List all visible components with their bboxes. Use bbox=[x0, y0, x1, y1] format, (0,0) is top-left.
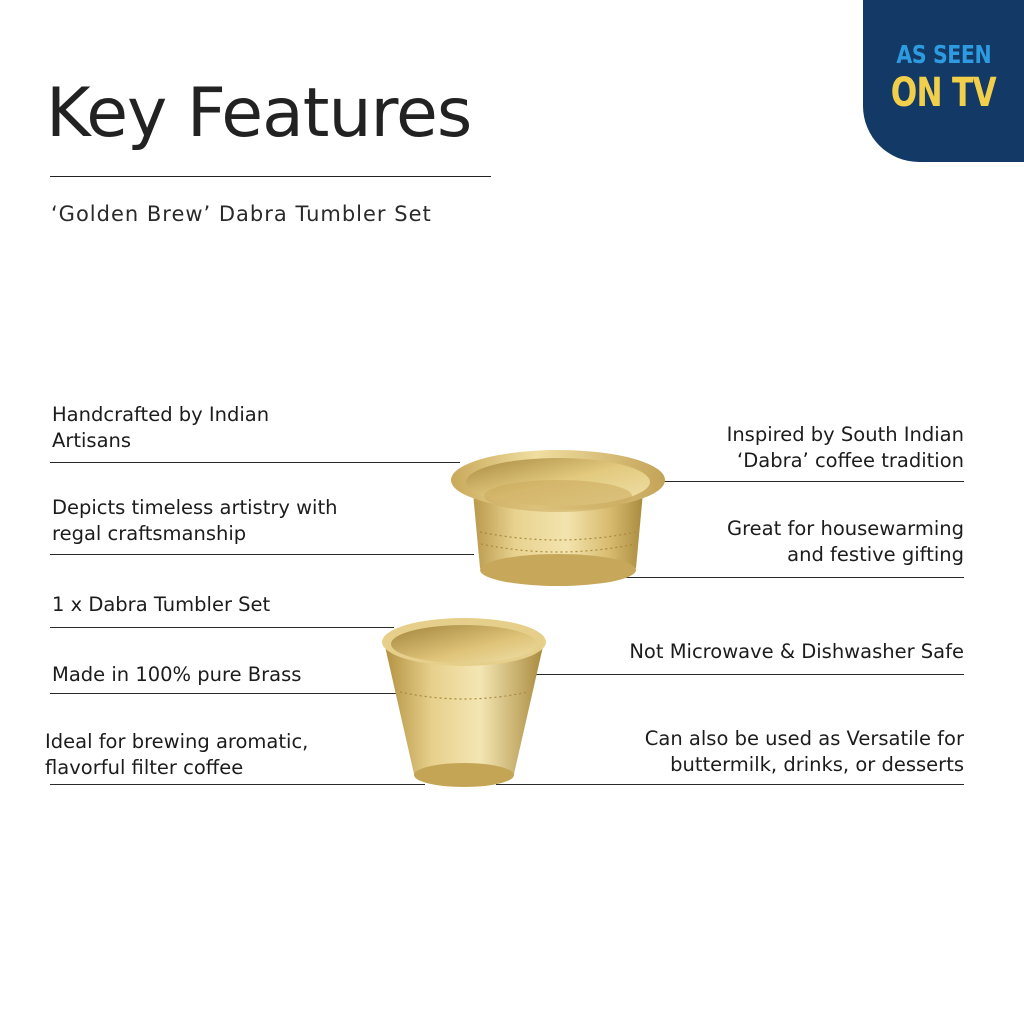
feature-divider bbox=[50, 693, 404, 694]
feature-versatile bbox=[645, 726, 964, 778]
feature-text: buttermilk, drinks, or desserts bbox=[670, 753, 964, 776]
feature-divider bbox=[662, 481, 964, 482]
feature-text: flavorful filter coffee bbox=[45, 756, 244, 779]
badge-line-2: ON TV bbox=[890, 69, 997, 116]
feature-text: Not Microwave & Dishwasher Safe bbox=[629, 640, 964, 663]
as-seen-on-tv-badge bbox=[863, 0, 1024, 162]
feature-text: Handcrafted by Indian bbox=[52, 403, 270, 426]
feature-not-microwave-safe bbox=[629, 639, 964, 665]
feature-divider bbox=[50, 462, 460, 463]
feature-text: Artisans bbox=[52, 429, 132, 452]
feature-text: ‘Dabra’ coffee tradition bbox=[737, 449, 964, 472]
feature-text: 1 x Dabra Tumbler Set bbox=[52, 593, 271, 616]
feature-text: Ideal for brewing aromatic, bbox=[45, 730, 309, 753]
feature-divider bbox=[528, 674, 964, 675]
feature-divider bbox=[50, 554, 474, 555]
feature-text: regal craftsmanship bbox=[52, 522, 247, 545]
feature-text: and festive gifting bbox=[787, 543, 964, 566]
feature-text: Can also be used as Versatile for bbox=[644, 727, 964, 750]
feature-filter-coffee bbox=[45, 729, 308, 781]
badge-line-1: AS SEEN bbox=[896, 39, 991, 69]
title-divider bbox=[50, 176, 491, 177]
feature-handcrafted bbox=[52, 402, 269, 454]
feature-text: Depicts timeless artistry with bbox=[52, 496, 338, 519]
dabra-bowl-image bbox=[440, 440, 676, 600]
feature-divider bbox=[496, 784, 964, 785]
feature-set-contents bbox=[52, 592, 270, 618]
feature-material bbox=[52, 662, 301, 688]
feature-divider bbox=[50, 627, 394, 628]
feature-text: Made in 100% pure Brass bbox=[52, 663, 302, 686]
feature-gifting bbox=[727, 516, 964, 568]
feature-text: Inspired by South Indian bbox=[726, 423, 964, 446]
feature-inspired bbox=[727, 422, 964, 474]
feature-text: Great for housewarming bbox=[726, 517, 964, 540]
tumbler-cup-image bbox=[378, 612, 550, 794]
feature-artistry bbox=[52, 495, 337, 547]
page-title: Key Features bbox=[46, 74, 472, 153]
product-subtitle: ‘Golden Brew’ Dabra Tumbler Set bbox=[51, 202, 432, 226]
feature-divider bbox=[50, 784, 425, 785]
